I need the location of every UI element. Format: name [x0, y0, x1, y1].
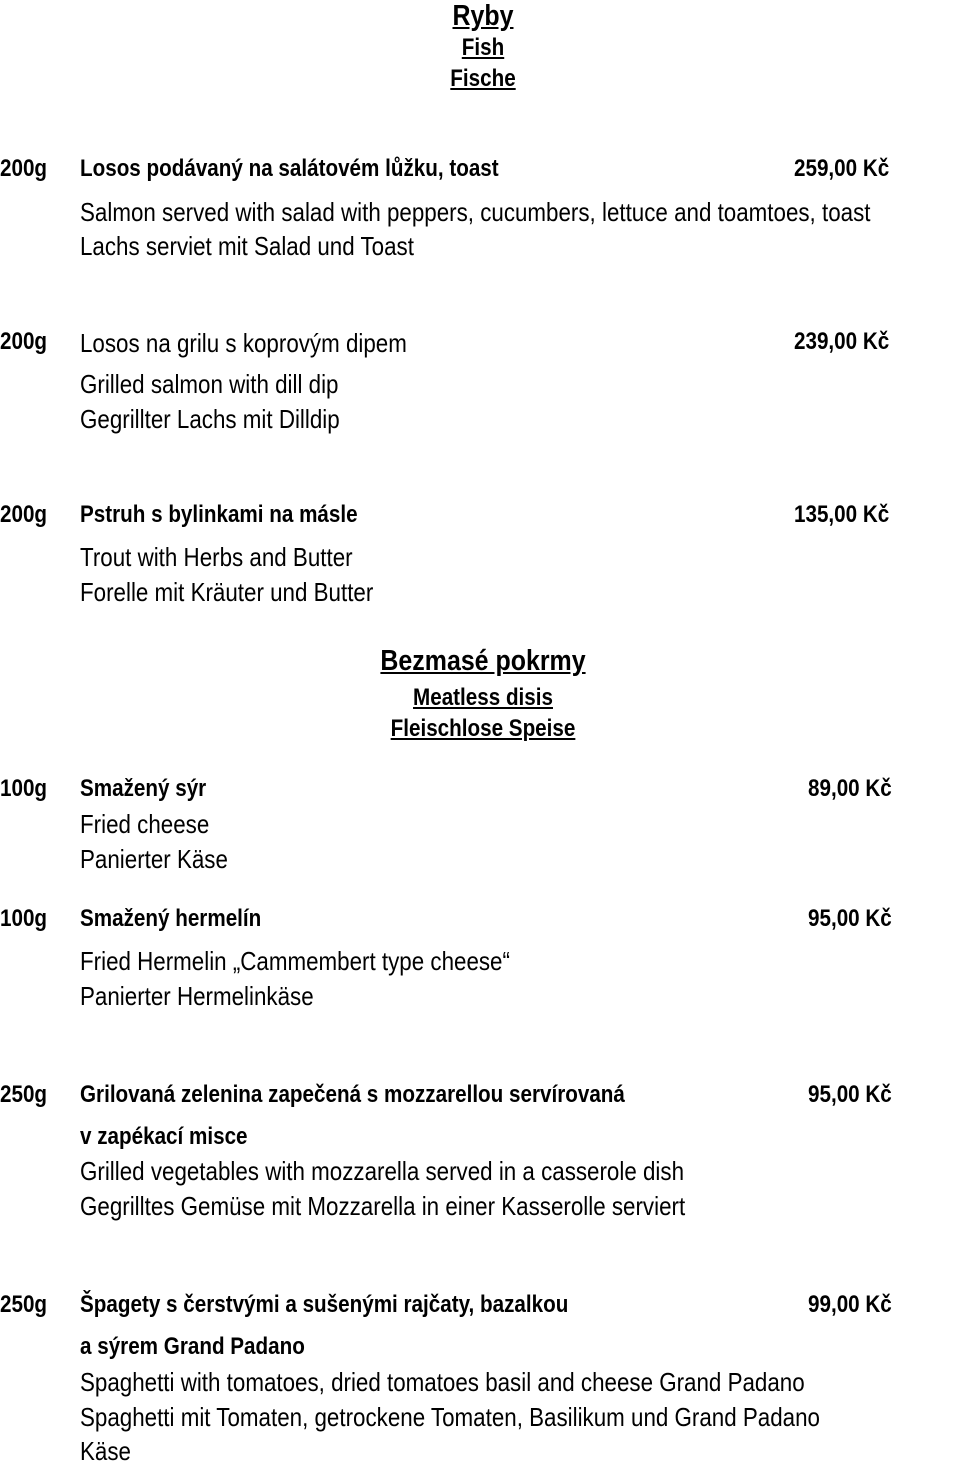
item-weight: 250g [0, 1291, 48, 1318]
item-name: Smažený hermelín [80, 905, 262, 932]
item-price: 89,00 Kč [808, 775, 892, 802]
item-desc-de: Spaghetti mit Tomaten, getrockene Tomaten, Basilikum und Grand Padano [80, 1402, 820, 1432]
menu-item [0, 905, 960, 1011]
menu-item [0, 1291, 960, 1466]
item-desc-de: Gegrillter Lachs mit Dilldip [80, 404, 340, 434]
item-desc-en: Salmon served with salad with peppers, cucumbers, lettuce and toamtoes, toast [80, 197, 871, 227]
item-name: Špagety s čerstvými a sušenými rajčaty, bazalkou [80, 1291, 569, 1318]
item-weight: 200g [0, 501, 48, 528]
menu-item [0, 328, 960, 434]
item-name: Losos podávaný na salátovém lůžku, toast [80, 155, 499, 182]
item-desc-de: Forelle mit Kräuter und Butter [80, 577, 374, 607]
item-price: 239,00 Kč [794, 328, 890, 355]
item-desc-de-continued: Käse [80, 1436, 131, 1466]
item-desc-de: Panierter Käse [80, 844, 228, 874]
section-subtitle-en: Meatless disis [413, 684, 553, 711]
section-subtitle-en: Fish [461, 34, 505, 61]
item-price: 135,00 Kč [794, 501, 890, 528]
item-name-continued: v zapékací misce [80, 1123, 248, 1150]
section-subtitle-de: Fleischlose Speise [390, 715, 576, 742]
item-price: 95,00 Kč [808, 1081, 892, 1108]
item-desc-en: Fried Hermelin „Cammembert type cheese“ [80, 946, 510, 976]
item-name: Smažený sýr [80, 775, 207, 802]
item-desc-en: Spaghetti with tomatoes, dried tomatoes basil and cheese Grand Padano [80, 1367, 805, 1397]
item-desc-de: Lachs serviet mit Salad und Toast [80, 231, 414, 261]
item-name: Losos na grilu s koprovým dipem [80, 328, 407, 358]
item-name-continued: a sýrem Grand Padano [80, 1333, 305, 1360]
item-desc-de: Panierter Hermelinkäse [80, 981, 314, 1011]
item-name: Grilovaná zelenina zapečená s mozzarellou servírovaná [80, 1081, 625, 1108]
item-desc-de: Gegrilltes Gemüse mit Mozzarella in einer Kasserolle serviert [80, 1191, 686, 1221]
item-price: 95,00 Kč [808, 905, 892, 932]
item-weight: 100g [0, 905, 48, 932]
item-name: Pstruh s bylinkami na másle [80, 501, 358, 528]
item-desc-en: Fried cheese [80, 809, 210, 839]
item-desc-en: Grilled salmon with dill dip [80, 369, 339, 399]
section-title-meatless: Bezmasé pokrmy [380, 645, 586, 677]
item-weight: 250g [0, 1081, 48, 1108]
menu-item [0, 501, 960, 607]
item-price: 259,00 Kč [794, 155, 890, 182]
item-desc-en: Grilled vegetables with mozzarella served in a casserole dish [80, 1156, 685, 1186]
section-title-fish: Ryby [452, 0, 514, 32]
item-weight: 100g [0, 775, 48, 802]
item-weight: 200g [0, 328, 48, 355]
menu-item [0, 155, 960, 261]
item-price: 99,00 Kč [808, 1291, 892, 1318]
menu-item [0, 1081, 960, 1221]
section-subtitle-de: Fische [450, 65, 516, 92]
menu-item [0, 775, 960, 874]
item-desc-en: Trout with Herbs and Butter [80, 542, 353, 572]
item-weight: 200g [0, 155, 48, 182]
